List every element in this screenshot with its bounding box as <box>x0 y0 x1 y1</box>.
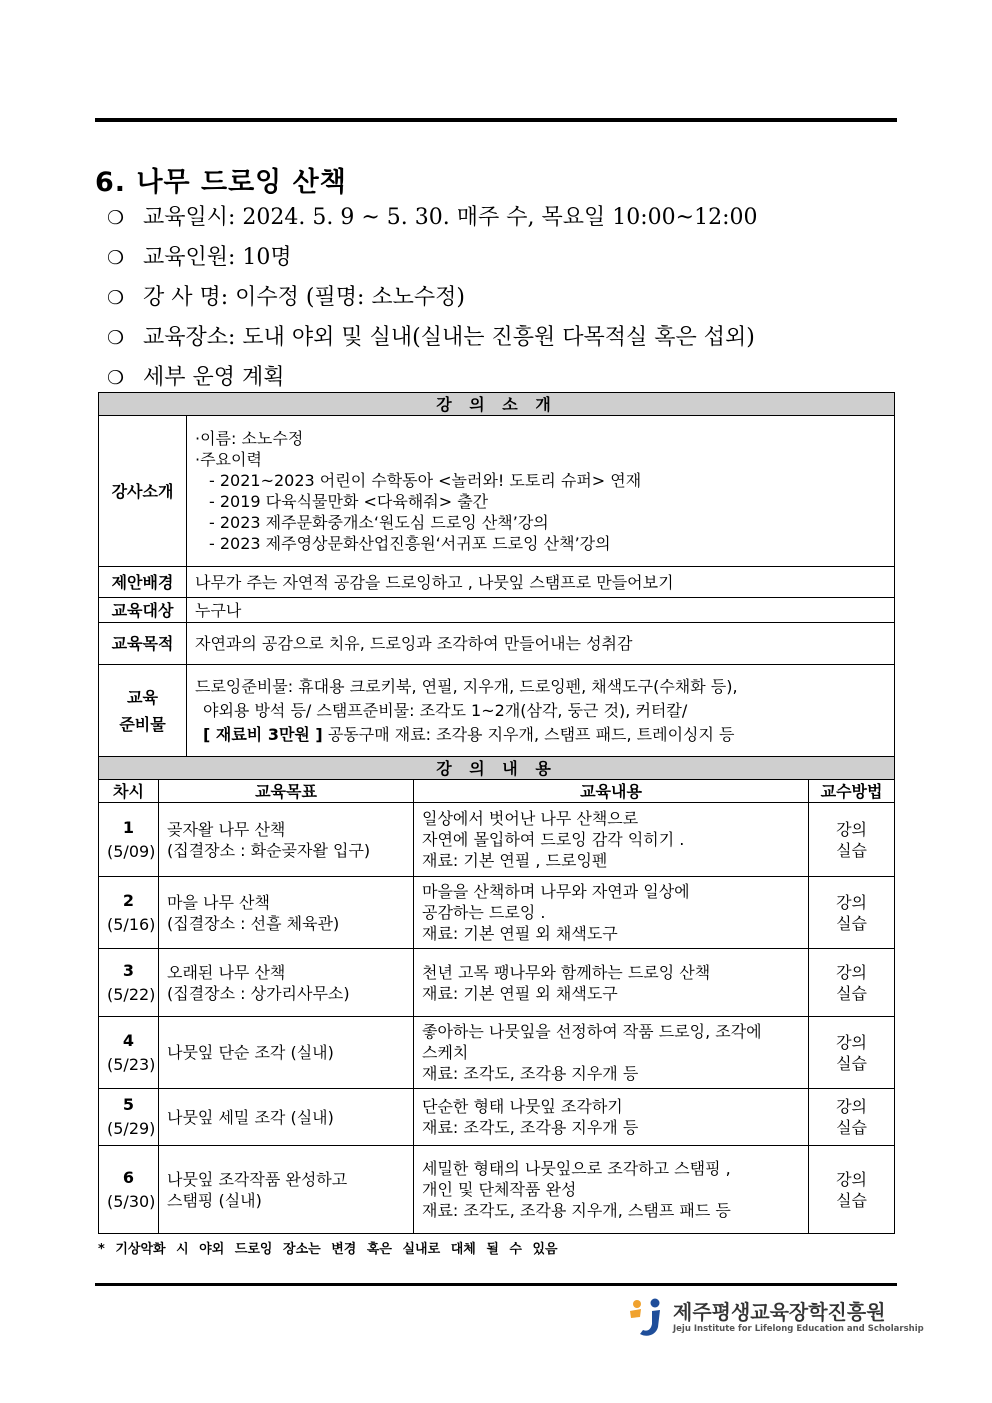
col-session: 차시 <box>99 780 159 803</box>
target-row <box>99 598 895 623</box>
session-method: 강의 실습 <box>809 877 895 949</box>
session-row <box>99 803 895 877</box>
overview-item: ❍ 교육일시: 2024. 5. 9 ~ 5. 30. 매주 수, 목요일 10:00~12:00 <box>107 200 757 240</box>
session-goal: 나뭇잎 단순 조각 (실내) <box>159 1017 414 1089</box>
session-number: 4 (5/23) <box>99 1017 159 1089</box>
intro-section-header: 강 의 소 개 <box>99 393 895 416</box>
section-heading: 6. 나무 드로잉 산책 <box>95 167 347 198</box>
session-number: 6 (5/30) <box>99 1146 159 1234</box>
overview-item: ❍ 교육인원: 10명 <box>107 240 757 280</box>
background-text: 나무가 주는 자연적 공감을 드로잉하고 , 나뭇잎 스탬프로 만들어보기 <box>187 567 895 598</box>
session-row <box>99 1089 895 1146</box>
session-number: 1 (5/09) <box>99 803 159 877</box>
session-number: 3 (5/22) <box>99 949 159 1017</box>
institute-subtitle: Jeju Institute for Lifelong Education and Scholarship <box>673 1324 924 1334</box>
session-method: 강의 실습 <box>809 1146 895 1234</box>
materials-fee: [ 재료비 3만원 ] <box>203 724 323 744</box>
session-content: 단순한 형태 나뭇잎 조각하기 재료: 조각도, 조각용 지우개 등 <box>414 1089 809 1146</box>
session-method: 강의 실습 <box>809 1089 895 1146</box>
bottom-rule <box>95 1283 897 1286</box>
session-number: 2 (5/16) <box>99 877 159 949</box>
instructor-row <box>99 416 895 567</box>
col-goal: 교육목표 <box>159 780 414 803</box>
background-row <box>99 567 895 598</box>
session-goal: 오래된 나무 산책 (집결장소 : 상가리사무소) <box>159 949 414 1017</box>
session-content: 마을을 산책하며 나무와 자연과 일상에 공감하는 드로잉 . 재료: 기본 연필 외 채색도구 <box>414 877 809 949</box>
overview-item: ❍ 강 사 명: 이수정 (필명: 소노수정) <box>107 280 757 320</box>
materials-label: 교육 준비물 <box>99 665 187 757</box>
overview-item: ❍ 교육장소: 도내 야외 및 실내(실내는 진흥원 다목적실 혹은 섭외) <box>107 320 757 360</box>
column-headers <box>99 780 895 803</box>
session-content: 좋아하는 나뭇잎을 선정하여 작품 드로잉, 조각에 스케치 재료: 조각도, 조각용 지우개 등 <box>414 1017 809 1089</box>
session-method: 강의 실습 <box>809 949 895 1017</box>
goal-text: 자연과의 공감으로 치유, 드로잉과 조각하여 만들어내는 성취감 <box>187 623 895 665</box>
session-method: 강의 실습 <box>809 803 895 877</box>
session-row <box>99 949 895 1017</box>
session-row <box>99 1146 895 1234</box>
goal-row <box>99 623 895 665</box>
col-method: 교수방법 <box>809 780 895 803</box>
background-label: 제안배경 <box>99 567 187 598</box>
target-text: 누구나 <box>187 598 895 623</box>
institute-logo <box>625 1295 924 1340</box>
session-content: 천년 고목 팽나무와 함께하는 드로잉 산책 재료: 기본 연필 외 채색도구 <box>414 949 809 1017</box>
goal-label: 교육목적 <box>99 623 187 665</box>
overview-list <box>107 200 757 400</box>
target-label: 교육대상 <box>99 598 187 623</box>
materials-row <box>99 665 895 757</box>
session-number: 5 (5/29) <box>99 1089 159 1146</box>
circle-bullet-icon: ❍ <box>107 367 125 389</box>
overview-item: ❍ 세부 운영 계획 <box>107 360 757 400</box>
content-section-header: 강 의 내 용 <box>99 757 895 780</box>
circle-bullet-icon: ❍ <box>107 207 125 229</box>
session-method: 강의 실습 <box>809 1017 895 1089</box>
session-row <box>99 1017 895 1089</box>
top-rule <box>95 118 897 122</box>
session-row <box>99 877 895 949</box>
session-goal: 나뭇잎 조각작품 완성하고 스탬핑 (실내) <box>159 1146 414 1234</box>
instructor-info: ·이름: 소노수정 ·주요이력 - 2021~2023 어린이 수학동아 <놀러와! 도토리 슈퍼> 연재 - 2019 다육식물만화 <다육해줘> 출간 - 2023 제주문화중개소‘원도심 드로잉 산책’강의 - 2023 제주영상문화산업진흥원‘서귀포 드로잉 산책’강의 <box>187 416 895 567</box>
session-content: 일상에서 벗어난 나무 산책으로 자연에 몰입하여 드로잉 감각 익히기 . 재료: 기본 연필 , 드로잉펜 <box>414 803 809 877</box>
col-content: 교육내용 <box>414 780 809 803</box>
institute-name: 제주평생교육장학진흥원 <box>673 1300 886 1324</box>
operation-plan-table <box>98 392 895 1234</box>
session-goal: 나뭇잎 세밀 조각 (실내) <box>159 1089 414 1146</box>
circle-bullet-icon: ❍ <box>107 327 125 349</box>
instructor-label: 강사소개 <box>99 416 187 567</box>
session-content: 세밀한 형태의 나뭇잎으로 조각하고 스탬핑 , 개인 및 단체작품 완성 재료: 조각도, 조각용 지우개, 스탬프 패드 등 <box>414 1146 809 1234</box>
weather-footnote: * 기상악화 시 야외 드로잉 장소는 변경 혹은 실내로 대체 될 수 있음 <box>98 1242 558 1257</box>
circle-bullet-icon: ❍ <box>107 247 125 269</box>
circle-bullet-icon: ❍ <box>107 287 125 309</box>
session-goal: 곶자왈 나무 산책 (집결장소 : 화순곶자왈 입구) <box>159 803 414 877</box>
institute-logo-icon <box>625 1297 667 1339</box>
session-goal: 마을 나무 산책 (집결장소 : 선흘 체육관) <box>159 877 414 949</box>
materials-text: 드로잉준비물: 휴대용 크로키북, 연필, 지우개, 드로잉펜, 채색도구(수채화 등), 야외용 방석 등/ 스탬프준비물: 조각도 1~2개(삼각, 둥근 것), 커터칼/ [ 재료비 3만원 ] 공동구매 재료: 조각용 지우개, 스탬프 패드, 트레이싱지 등 <box>187 665 895 757</box>
